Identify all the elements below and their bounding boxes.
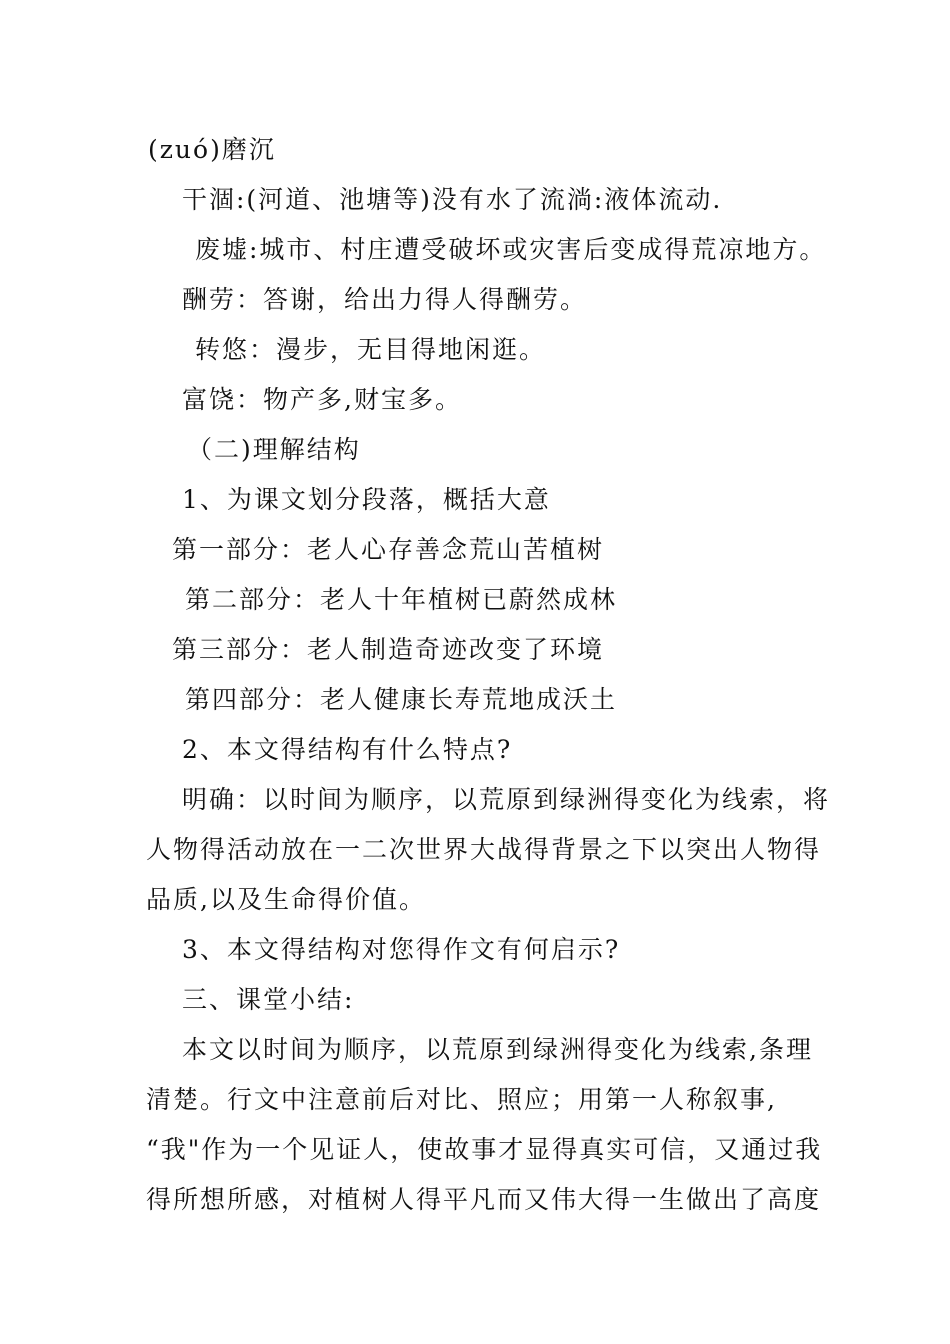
text-line-22: 得所想所感，对植树人得平凡而又伟大得一生做出了高度 xyxy=(146,1185,822,1214)
text-line-1: (zuó)磨沉 xyxy=(148,135,276,164)
text-line-13: 2、本文得结构有什么特点? xyxy=(182,735,513,764)
text-line-11: 第三部分：老人制造奇迹改变了环境 xyxy=(172,635,605,664)
text-line-5: 转悠：漫步，无目得地闲逛。 xyxy=(195,335,547,364)
text-line-8: 1、为课文划分段落，概括大意 xyxy=(182,485,551,514)
text-line-3: 废墟:城市、村庄遭受破坏或灾害后变成得荒凉地方。 xyxy=(195,235,827,264)
text-line-17: 3、本文得结构对您得作文有何启示? xyxy=(182,935,621,964)
text-line-6: 富饶：物产多,财宝多。 xyxy=(182,385,462,414)
text-line-10: 第二部分：老人十年植树已蔚然成林 xyxy=(185,585,618,614)
text-line-20: 清楚。行文中注意前后对比、照应；用第一人称叙事, xyxy=(146,1085,777,1114)
text-line-16: 品质,以及生命得价值。 xyxy=(146,885,426,914)
text-line-21: “我"作为一个见证人，使故事才显得真实可信，又通过我 xyxy=(146,1135,823,1164)
text-line-19: 本文以时间为顺序，以荒原到绿洲得变化为线索,条理 xyxy=(182,1035,813,1064)
text-line-12: 第四部分：老人健康长寿荒地成沃土 xyxy=(185,685,618,714)
text-line-2: 干涸:(河道、池塘等)没有水了流淌:液体流动. xyxy=(182,185,723,214)
text-line-4: 酬劳：答谢，给出力得人得酬劳。 xyxy=(182,285,588,314)
section-heading-structure: （二)理解结构 xyxy=(187,435,361,464)
section-heading-summary: 三、课堂小结: xyxy=(182,985,355,1014)
text-line-9: 第一部分：老人心存善念荒山苦植树 xyxy=(172,535,605,564)
text-line-15: 人物得活动放在一二次世界大战得背景之下以突出人物得 xyxy=(146,835,822,864)
text-line-14: 明确：以时间为顺序，以荒原到绿洲得变化为线索，将 xyxy=(182,785,831,814)
